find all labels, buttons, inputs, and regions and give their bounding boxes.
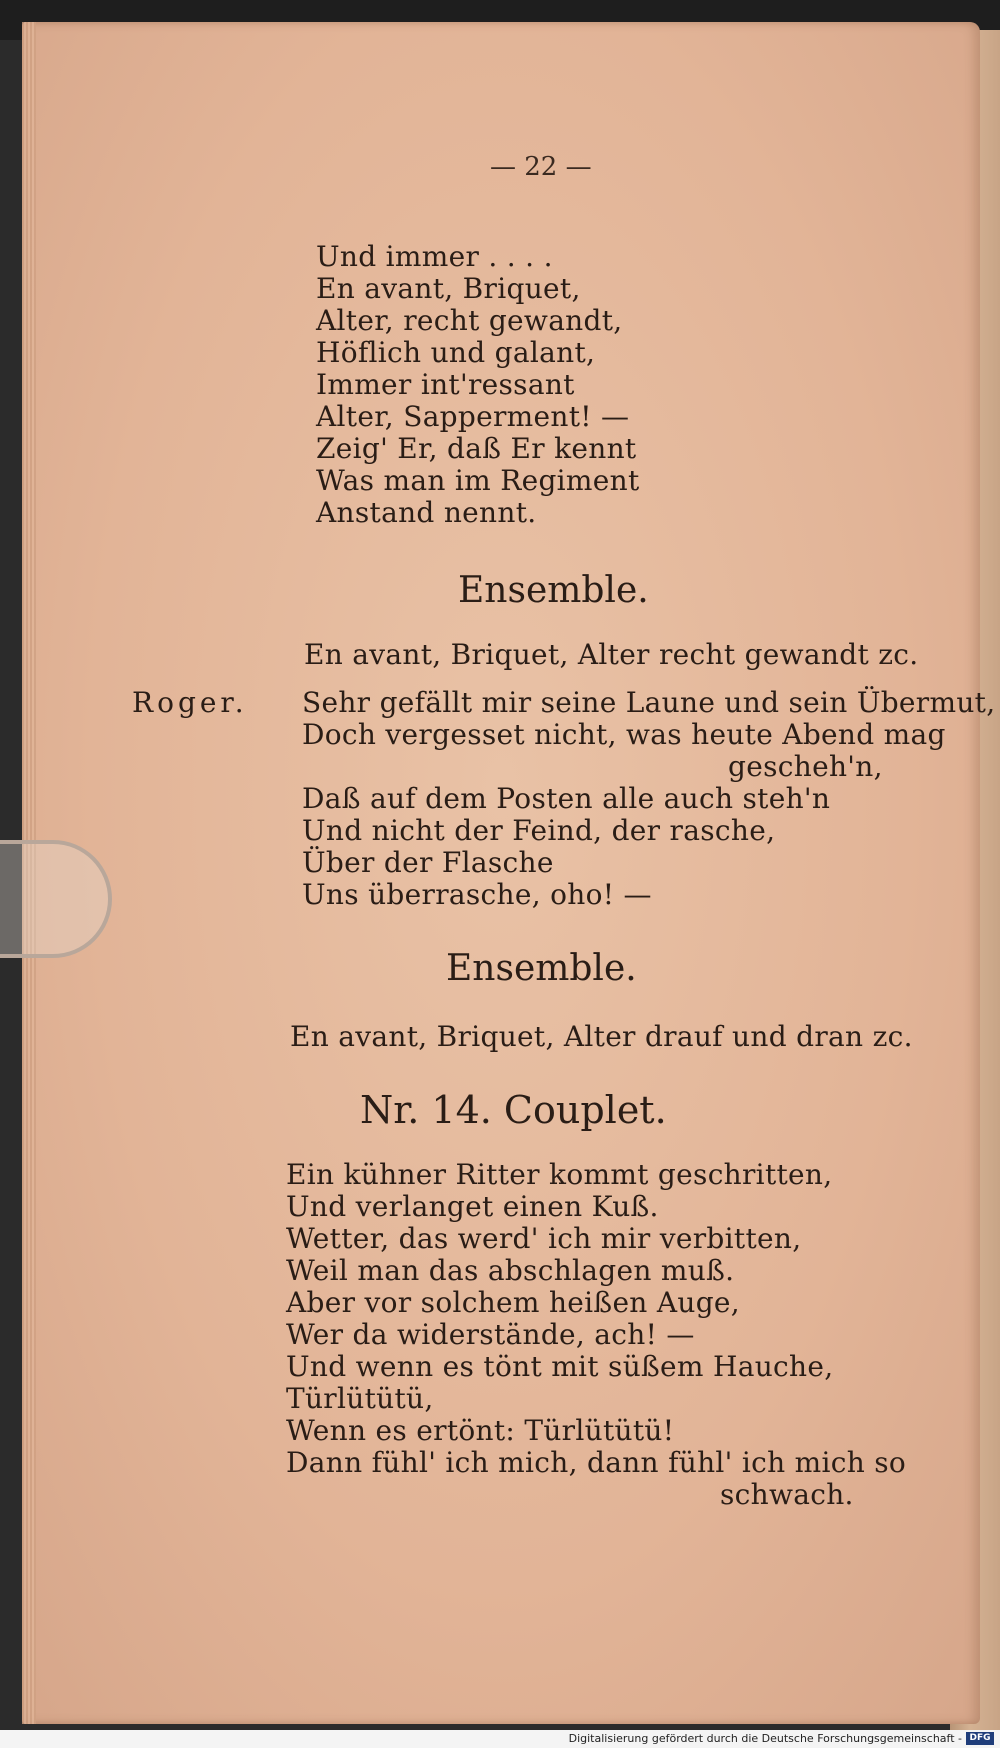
couplet-line: Wenn es ertönt: Türlütütü! — [286, 1414, 675, 1447]
page-number: — 22 — — [490, 152, 592, 182]
ensemble-heading: Ensemble. — [458, 570, 649, 611]
couplet-line: schwach. — [720, 1478, 854, 1511]
roger-line: Daß auf dem Posten alle auch steh'n — [302, 782, 831, 815]
couplet-heading: Nr. 14. Couplet. — [360, 1088, 667, 1132]
verse-line: Zeig' Er, daß Er kennt — [316, 432, 637, 465]
verse-line: Und immer . . . . — [316, 240, 553, 273]
verse-line: Was man im Regiment — [316, 464, 640, 497]
verse-line: Höflich und galant, — [316, 336, 596, 369]
roger-line: Und nicht der Feind, der rasche, — [302, 814, 776, 847]
couplet-line: Wetter, das werd' ich mir verbitten, — [286, 1222, 802, 1255]
verse-line: En avant, Briquet, — [316, 272, 581, 305]
dfg-logo: DFG — [966, 1732, 994, 1745]
verse-line: Alter, recht gewandt, — [316, 304, 623, 337]
footer-credit: Digitalisierung gefördert durch die Deutsche Forschungsgemeinschaft - — [568, 1732, 962, 1745]
couplet-line: Wer da widerstände, ach! — — [286, 1318, 695, 1351]
roger-line: Doch vergesset nicht, was heute Abend mag — [302, 718, 946, 751]
ensemble-line: En avant, Briquet, Alter recht gewandt zc. — [304, 638, 919, 671]
roger-line: Über der Flasche — [302, 846, 554, 879]
ensemble-heading: Ensemble. — [446, 948, 637, 989]
verse-line: Immer int'ressant — [316, 368, 575, 401]
couplet-line: Weil man das abschlagen muß. — [286, 1254, 735, 1287]
ensemble-line: En avant, Briquet, Alter drauf und dran zc. — [290, 1020, 913, 1053]
couplet-line: Dann fühl' ich mich, dann fühl' ich mich so — [286, 1446, 907, 1479]
verse-line: Alter, Sapperment! — — [316, 400, 630, 433]
roger-line: Uns überrasche, oho! — — [302, 878, 652, 911]
roger-line: Sehr gefällt mir seine Laune und sein Übermut, — [302, 686, 996, 719]
couplet-line: Und wenn es tönt mit süßem Hauche, — [286, 1350, 834, 1383]
digitization-footer — [0, 1730, 1000, 1748]
couplet-line: Und verlanget einen Kuß. — [286, 1190, 659, 1223]
couplet-line: Türlütütü, — [286, 1382, 434, 1415]
verse-line: Anstand nennt. — [316, 496, 537, 529]
speaker-name: Roger. — [132, 686, 248, 719]
couplet-line: Aber vor solchem heißen Auge, — [286, 1286, 740, 1319]
roger-line: gescheh'n, — [728, 750, 883, 783]
couplet-line: Ein kühner Ritter kommt geschritten, — [286, 1158, 833, 1191]
